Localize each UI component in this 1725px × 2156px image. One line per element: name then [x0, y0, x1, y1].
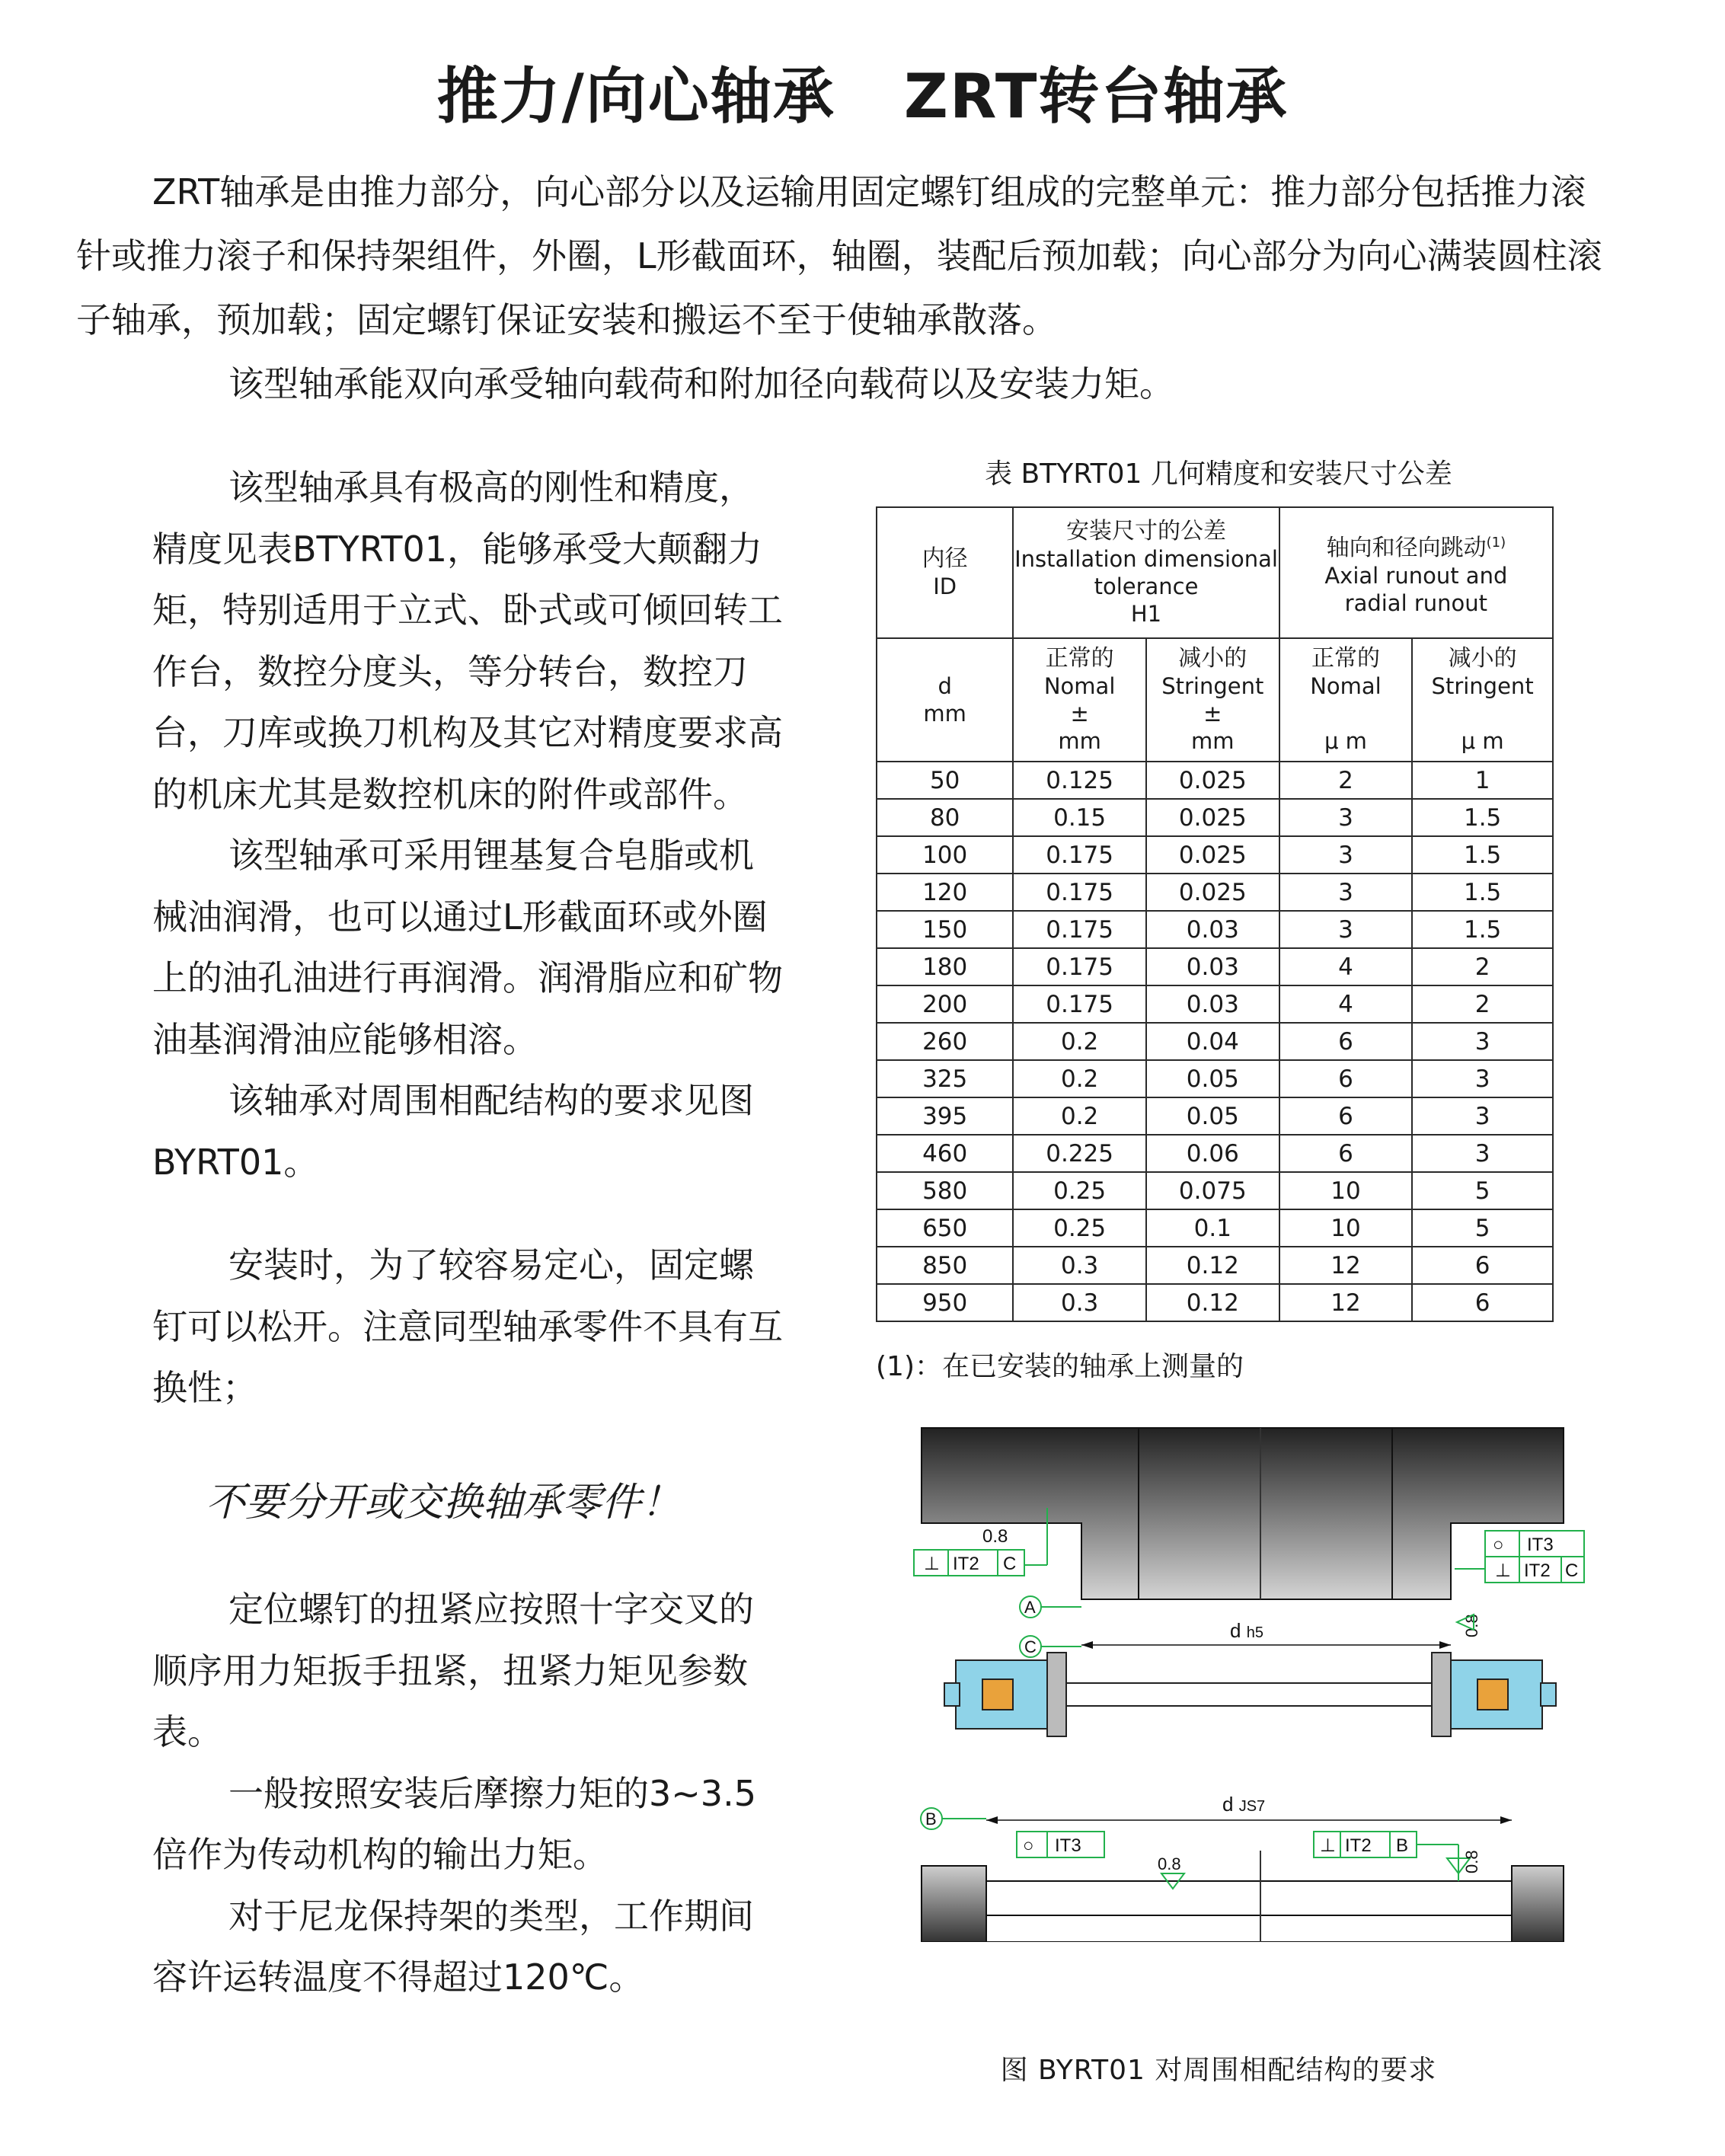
header-tolerance-fit: H1 — [1130, 601, 1162, 627]
cell-run-normal: 2 — [1279, 762, 1413, 799]
cell-tol-normal: 0.2 — [1013, 1023, 1146, 1060]
cell-d: 950 — [877, 1284, 1013, 1321]
cell-run-reduced: 2 — [1412, 985, 1553, 1023]
cell-run-normal: 6 — [1279, 1060, 1413, 1097]
warning-slogan: 不要分开或交换轴承零件！ — [206, 1479, 682, 1525]
cell-run-normal: 6 — [1279, 1097, 1413, 1135]
table-row — [877, 762, 1553, 799]
table-caption: 表 BTYRT01 几何精度和安装尺寸公差 — [985, 458, 1452, 490]
cell-run-reduced: 5 — [1412, 1209, 1553, 1247]
sub-header-tol-normal-en: Nomal — [1043, 673, 1116, 699]
cell-tol-reduced: 0.025 — [1146, 874, 1279, 911]
cell-tol-reduced: 0.05 — [1146, 1097, 1279, 1135]
cell-tol-normal: 0.3 — [1013, 1247, 1146, 1284]
cell-tol-normal: 0.175 — [1013, 948, 1146, 985]
svg-text:d JS7 — [1222, 1793, 1265, 1816]
page-title — [0, 47, 1725, 135]
left-paragraph-4: 安装时，为了较容易定心，固定螺钉可以松开。注意同型轴承零件不具有互换性； — [152, 1244, 783, 1408]
table-row — [877, 1023, 1553, 1060]
table-row — [877, 1172, 1553, 1209]
sub-header-run-normal — [1279, 638, 1413, 762]
title-cn: 推力/向心轴承 — [436, 61, 835, 132]
cell-run-normal: 4 — [1279, 948, 1413, 985]
datum-b-label: B — [925, 1809, 937, 1829]
cell-run-reduced: 5 — [1412, 1172, 1553, 1209]
dimension-d-h5 — [1081, 1619, 1451, 1649]
table-row — [877, 911, 1553, 948]
left-paragraph-3: 该轴承对周围相配结构的要求见图BYRT01。 — [152, 1080, 754, 1183]
cell-tol-reduced: 0.12 — [1146, 1284, 1279, 1321]
it2-label: IT2 — [953, 1554, 979, 1574]
cell-tol-normal: 0.25 — [1013, 1209, 1146, 1247]
dim-d-label: d — [1230, 1619, 1241, 1642]
cell-run-normal: 3 — [1279, 874, 1413, 911]
table-row — [877, 1135, 1553, 1172]
circularity-icon: ○ — [1023, 1835, 1034, 1856]
header-id-cn: 内径 — [922, 545, 968, 572]
cell-d: 650 — [877, 1209, 1013, 1247]
sub-header-tol-reduced-cn: 减小的 — [1178, 645, 1247, 672]
cell-run-reduced: 1.5 — [1412, 874, 1553, 911]
dim-d2-label: d — [1222, 1793, 1234, 1816]
svg-text:d h5 — [1230, 1619, 1263, 1642]
sub-header-d — [877, 638, 1013, 762]
table-row — [877, 948, 1553, 985]
sub-header-run-normal-cn: 正常的 — [1311, 645, 1380, 672]
cell-run-reduced: 6 — [1412, 1247, 1553, 1284]
flatness-value-bottom: 0.8 — [1158, 1854, 1181, 1873]
table-row — [877, 799, 1553, 836]
perpendicularity-icon: ⊥ — [1320, 1835, 1336, 1856]
header-runout-note-ref: (1) — [1486, 534, 1506, 551]
header-tolerance-en2: tolerance — [1094, 573, 1199, 599]
dim-js7-label: JS7 — [1238, 1798, 1266, 1815]
cell-run-normal: 3 — [1279, 799, 1413, 836]
left-paragraph-6: 一般按照安装后摩擦力矩的3~3.5倍作为传动机构的输出力矩。 — [152, 1772, 756, 1875]
intro-section — [76, 160, 1607, 416]
cell-run-reduced: 1.5 — [1412, 836, 1553, 874]
header-id — [877, 507, 1013, 638]
left-paragraph-7: 对于尼龙保持架的类型，工作期间容许运转温度不得超过120℃。 — [152, 1895, 754, 1998]
dim-h5-label: h5 — [1246, 1624, 1263, 1641]
header-runout-cn: 轴向和径向跳动 — [1326, 534, 1487, 561]
sub-header-tol-normal-cn: 正常的 — [1045, 645, 1114, 672]
sub-header-d-symbol: d — [938, 673, 952, 699]
cell-tol-reduced: 0.1 — [1146, 1209, 1279, 1247]
datum-c-ref: C — [1003, 1554, 1017, 1574]
cell-run-reduced: 1 — [1412, 762, 1553, 799]
cell-d: 80 — [877, 799, 1013, 836]
table-row — [877, 836, 1553, 874]
cell-run-reduced: 3 — [1412, 1135, 1553, 1172]
intro-paragraph-2: 该型轴承能双向承受轴向载荷和附加径向载荷以及安装力矩。 — [228, 363, 1174, 404]
it2-label: IT2 — [1524, 1560, 1551, 1581]
sub-header-tol-reduced-unit: mm — [1191, 728, 1235, 754]
cell-tol-normal: 0.125 — [1013, 762, 1146, 799]
datum-b-ref: B — [1396, 1835, 1409, 1856]
cell-run-reduced: 3 — [1412, 1023, 1553, 1060]
sub-header-d-unit: mm — [923, 701, 966, 727]
tolerance-table — [876, 506, 1554, 1322]
table-row — [877, 874, 1553, 911]
sub-header-run-reduced — [1412, 638, 1553, 762]
sub-header-tol-normal — [1013, 638, 1146, 762]
table-body — [877, 762, 1553, 1321]
runout-value-bottom-right: 0.8 — [1462, 1850, 1481, 1873]
left-column — [152, 457, 784, 2008]
header-runout-en2: radial runout — [1344, 589, 1488, 616]
cell-run-reduced: 3 — [1412, 1097, 1553, 1135]
datum-c-label: C — [1024, 1637, 1037, 1656]
table-footnote: (1)：在已安装的轴承上测量的 — [876, 1351, 1244, 1382]
cell-tol-reduced: 0.12 — [1146, 1247, 1279, 1284]
table-row — [877, 1209, 1553, 1247]
cell-tol-normal: 0.15 — [1013, 799, 1146, 836]
it3-label: IT3 — [1527, 1535, 1554, 1555]
left-paragraph-1: 该型轴承具有极高的刚性和精度，精度见表BTYRT01，能够承受大颠翻力矩，特别适用于立式、卧式或可倾回转工作台，数控分度头，等分转台，数控刀台，刀库或换刀机构及其它对精度要求高的机床尤其是数控机床的附件或部件。 — [152, 467, 783, 815]
table-row — [877, 1097, 1553, 1135]
cell-d: 100 — [877, 836, 1013, 874]
cell-tol-normal: 0.175 — [1013, 874, 1146, 911]
cell-run-normal: 6 — [1279, 1135, 1413, 1172]
cell-run-reduced: 2 — [1412, 948, 1553, 985]
cell-tol-reduced: 0.03 — [1146, 985, 1279, 1023]
sub-header-tol-normal-unit: mm — [1058, 728, 1101, 754]
sub-header-run-reduced-cn: 减小的 — [1448, 645, 1517, 672]
cell-d: 325 — [877, 1060, 1013, 1097]
flatness-value: 0.8 — [982, 1526, 1008, 1547]
cell-run-reduced: 3 — [1412, 1060, 1553, 1097]
cell-tol-normal: 0.25 — [1013, 1172, 1146, 1209]
cell-tol-reduced: 0.05 — [1146, 1060, 1279, 1097]
cell-tol-reduced: 0.075 — [1146, 1172, 1279, 1209]
cell-run-normal: 6 — [1279, 1023, 1413, 1060]
table-row — [877, 1060, 1553, 1097]
cell-run-normal: 10 — [1279, 1172, 1413, 1209]
cell-tol-normal: 0.175 — [1013, 985, 1146, 1023]
bearing-section — [944, 1653, 1556, 1736]
cell-d: 200 — [877, 985, 1013, 1023]
cell-d: 395 — [877, 1097, 1013, 1135]
cell-d: 260 — [877, 1023, 1013, 1060]
header-id-en: ID — [933, 573, 957, 599]
cell-tol-reduced: 0.03 — [1146, 948, 1279, 985]
sub-header-tol-normal-pm: ± — [1070, 701, 1089, 727]
cell-tol-reduced: 0.025 — [1146, 836, 1279, 874]
header-tolerance-cn: 安装尺寸的公差 — [1066, 518, 1227, 545]
cell-run-normal: 3 — [1279, 911, 1413, 948]
cell-run-normal: 12 — [1279, 1247, 1413, 1284]
table-row — [877, 1247, 1553, 1284]
tolerance-frame-bottom-left — [1017, 1832, 1104, 1857]
mating-structure-diagram — [910, 1424, 1588, 1942]
header-tolerance-en1: Installation dimensional — [1014, 546, 1278, 572]
datum-c-ref: C — [1565, 1560, 1579, 1581]
it2-label: IT2 — [1345, 1835, 1372, 1856]
cell-run-normal: 3 — [1279, 836, 1413, 874]
left-paragraph-5: 定位螺钉的扭紧应按照十字交叉的顺序用力矩扳手扭紧，扭紧力矩见参数表。 — [152, 1589, 754, 1752]
perpendicularity-icon: ⊥ — [1495, 1560, 1511, 1581]
cell-tol-reduced: 0.025 — [1146, 762, 1279, 799]
sub-header-run-normal-en: Nomal — [1310, 673, 1382, 699]
cell-d: 50 — [877, 762, 1013, 799]
cell-d: 120 — [877, 874, 1013, 911]
intro-paragraph-1: ZRT轴承是由推力部分，向心部分以及运输用固定螺钉组成的完整单元：推力部分包括推力滚针或推力滚子和保持架组件，外圈，L形截面环，轴圈，装配后预加载；向心部分为向心满装圆柱滚子轴承，预加载；固定螺钉保证安装和搬运不至于使轴承散落。 — [76, 171, 1602, 340]
title-code: ZRT转台轴承 — [903, 61, 1289, 132]
cell-d: 580 — [877, 1172, 1013, 1209]
header-runout-en1: Axial runout and — [1324, 562, 1508, 589]
sub-header-tol-reduced — [1146, 638, 1279, 762]
cell-run-normal: 12 — [1279, 1284, 1413, 1321]
cell-tol-normal: 0.175 — [1013, 911, 1146, 948]
cell-tol-normal: 0.225 — [1013, 1135, 1146, 1172]
cell-d: 180 — [877, 948, 1013, 985]
datum-a-label: A — [1024, 1598, 1036, 1617]
cell-tol-reduced: 0.025 — [1146, 799, 1279, 836]
cell-d: 850 — [877, 1247, 1013, 1284]
sub-header-tol-reduced-pm: ± — [1203, 701, 1222, 727]
tolerance-frame-top-right — [1455, 1531, 1584, 1637]
sub-header-run-reduced-unit: μ m — [1461, 728, 1504, 754]
header-tolerance — [1013, 507, 1279, 638]
circularity-icon: ○ — [1493, 1535, 1504, 1555]
cell-run-normal: 10 — [1279, 1209, 1413, 1247]
header-runout — [1279, 507, 1553, 638]
cell-run-reduced: 1.5 — [1412, 911, 1553, 948]
it3-label: IT3 — [1055, 1835, 1081, 1856]
sub-header-run-normal-unit: μ m — [1324, 728, 1367, 754]
sub-header-tol-reduced-en: Stringent — [1161, 673, 1264, 699]
cell-run-reduced: 6 — [1412, 1284, 1553, 1321]
cell-tol-reduced: 0.06 — [1146, 1135, 1279, 1172]
cell-tol-reduced: 0.04 — [1146, 1023, 1279, 1060]
cell-tol-normal: 0.3 — [1013, 1284, 1146, 1321]
cell-tol-normal: 0.175 — [1013, 836, 1146, 874]
table-row — [877, 1284, 1553, 1321]
table-row — [877, 985, 1553, 1023]
tolerance-frame-bottom-right — [1314, 1832, 1481, 1881]
cell-run-normal: 4 — [1279, 985, 1413, 1023]
runout-value-right: 0.8 — [1462, 1614, 1481, 1637]
cell-d: 150 — [877, 911, 1013, 948]
figure-caption: 图 BYRT01 对周围相配结构的要求 — [1000, 2055, 1437, 2086]
cell-tol-normal: 0.2 — [1013, 1060, 1146, 1097]
cell-tol-normal: 0.2 — [1013, 1097, 1146, 1135]
cell-tol-reduced: 0.03 — [1146, 911, 1279, 948]
perpendicularity-icon: ⊥ — [924, 1554, 940, 1574]
cell-d: 460 — [877, 1135, 1013, 1172]
sub-header-run-reduced-en: Stringent — [1431, 673, 1534, 699]
cell-run-reduced: 1.5 — [1412, 799, 1553, 836]
left-paragraph-2: 该型轴承可采用锂基复合皂脂或机械油润滑，也可以通过L形截面环或外圈上的油孔油进行再润滑。润滑脂应和矿物油基润滑油应能够相溶。 — [152, 835, 783, 1060]
dimension-d-js7 — [986, 1793, 1512, 1824]
